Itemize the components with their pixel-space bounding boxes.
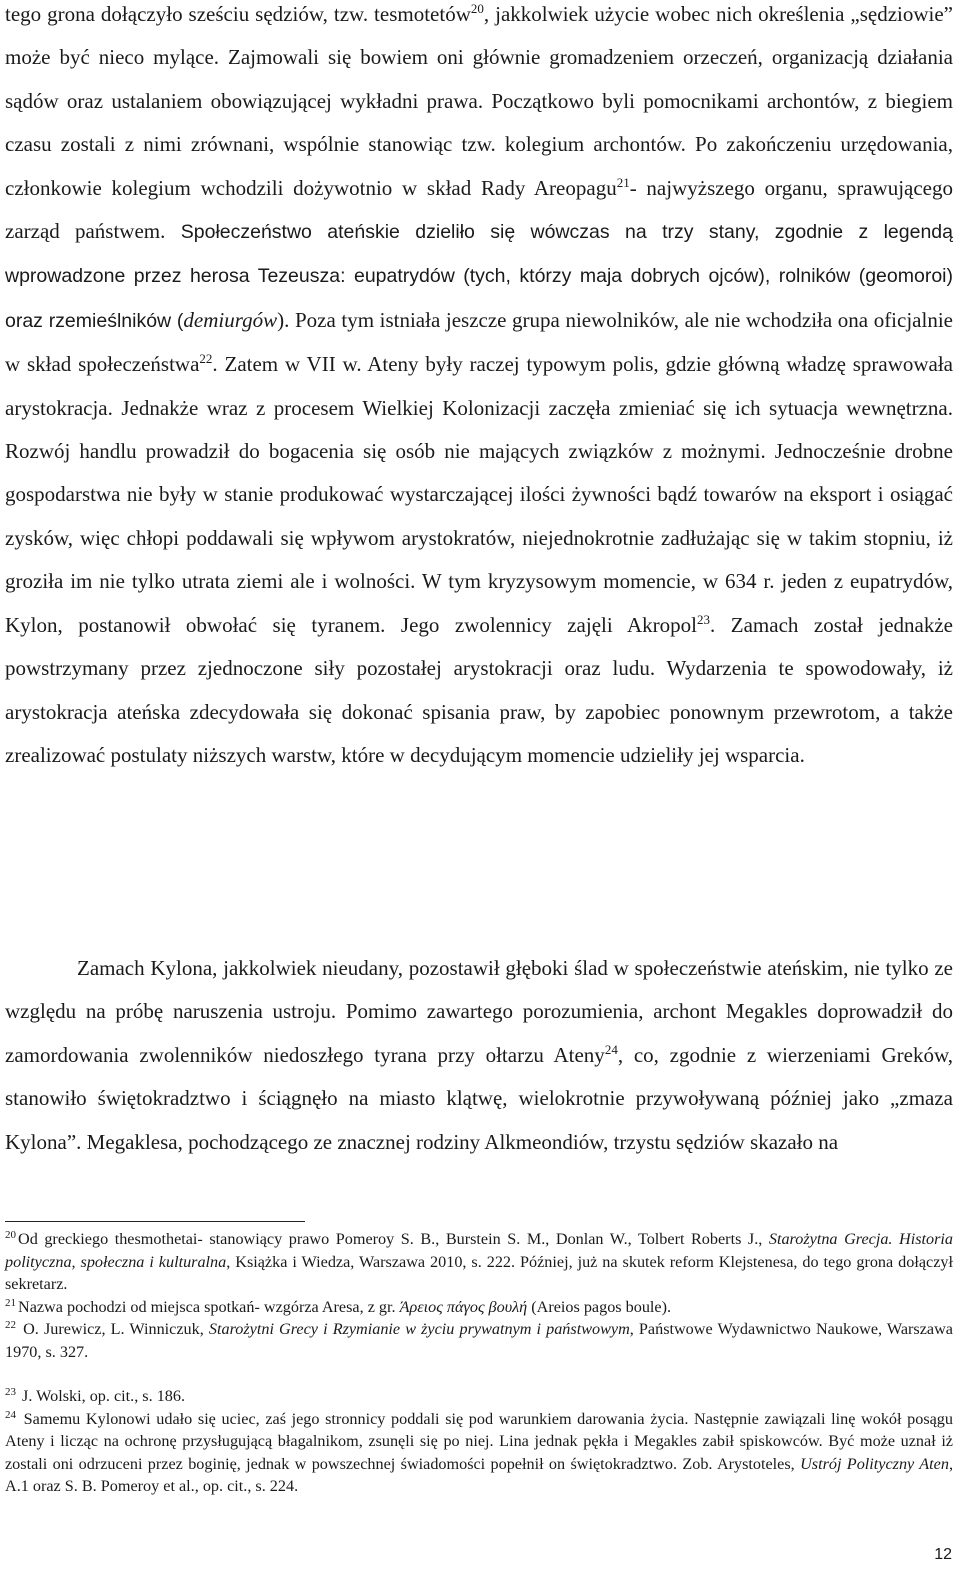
paragraph-text: , jakkolwiek użycie wobec nich określenia „sędziowie” może być nieco mylące. Zajmowali się bowiem oni głównie gromadzeniem orzeczeń, organizacją działania sądów oraz ustalaniem obowiązującej wykładni prawa. Początkowo byli pomocnikami archontów, z biegiem czasu zostali z nimi zrównani, wspólnie stanowiąc tzw. kolegium archontów. Po zakończeniu urzędowania, członkowie kolegium wchodzili dożywotnio w skład Rady Areopagu <box>5 2 954 200</box>
footnote-text: (Areios pagos boule). <box>527 1297 672 1316</box>
footnote-number: 21 <box>5 1296 16 1309</box>
footnote-text: Od greckiego thesmothetai- stanowiący prawo Pomeroy S. B., Burstein S. M., Donlan W., Tolbert Roberts J., <box>18 1230 769 1248</box>
footnote-text: , A.1 oraz S. B. Pomeroy et al., op. cit., s. 224. <box>5 1454 953 1495</box>
footnote-ref-23[interactable]: 23 <box>697 611 711 627</box>
footnote-ref-21[interactable]: 21 <box>616 174 630 190</box>
paragraph-text: Społeczeństwo ateńskie dzieliło się wówczas na trzy stany, zgodnie z legendą wprowadzone przez herosa Tezeusza: eupatrydów (tych, którzy maja dobrych ojców), rolników (geomoroi) oraz rzemieślników ( <box>5 221 953 332</box>
footnote-ref-20[interactable]: 20 <box>470 1 484 16</box>
paragraph-text: , co, zgodnie z wierzeniami Greków, stanowiło świętokradztwo i ściągnęło na miasto klątwę, wielokrotnie przywoływaną później jako „zmaza Kylona”. Megaklesa, pochodzącego ze znacznej rodziny Alkmeondiów, trzystu sędziów skazało na <box>5 1042 953 1154</box>
footnote-number: 23 <box>5 1386 16 1398</box>
footnote-text: O. Jurewicz, L. Winniczuk, <box>18 1320 209 1338</box>
footnote-italic-text: Άρειος πάγος βουλή <box>399 1297 528 1316</box>
footnote-italic-text: Starożytni Grecy i Rzymianie w życiu prywatnym i państwowym <box>208 1320 630 1338</box>
footnote-number: 20 <box>5 1229 16 1241</box>
footnote-number: 24 <box>5 1408 16 1421</box>
page-number: 12 <box>934 1546 952 1563</box>
footnote-ref-22[interactable]: 22 <box>199 351 213 367</box>
body-paragraph-1 <box>5 0 953 777</box>
paragraph-text: - najwyższego organu, sprawującego zarząd państwem. <box>5 175 953 244</box>
body-paragraph-2 <box>5 947 953 1164</box>
footnote-text: J. Wolski, op. cit., s. 186. <box>18 1387 186 1405</box>
footnote-23 <box>5 1385 953 1408</box>
footnote-italic-text: Ustrój Polityczny Aten <box>800 1454 949 1473</box>
footnote-22 <box>5 1318 953 1363</box>
footnote-number: 22 <box>5 1319 16 1331</box>
footnote-italic-text: Starożytna Grecja. Historia polityczna, społeczna i kulturalna <box>5 1230 953 1271</box>
footnote-ref-24[interactable]: 24 <box>604 1041 618 1057</box>
footnotes <box>5 1228 953 1498</box>
footnote-text: Samemu Kylonowi udało się uciec, zaś jego stronnicy poddali się pod warunkiem darowania życia. Następnie zawiązali linę wokół posągu Ateny i licząc na ochronę przysługującą błagalnikom, zsunęli się po niej. Lina jednak pękła i Megakles zabił spiskowców. Być może uznał iż zostali oni odrzuceni przez boginię, jednak w powszechnej świadomości popełnił on świętokradztwo. Zob. Arystoteles, <box>5 1409 953 1473</box>
paragraph-text: tego grona dołączyło sześciu sędziów, tzw. tesmotetów <box>5 2 471 26</box>
footnote-24 <box>5 1408 953 1498</box>
footnote-divider <box>5 1221 305 1222</box>
paragraph-text: . Zamach został jednakże powstrzymany przez zjednoczone siły pozostałej arystokracji oraz ludu. Wydarzenia te spowodowały, iż arystokracja ateńska zdecydowała się dokonać spisania praw, by zapobiec ponownym przewrotom, a także zrealizować postulaty niższych warstw, które w decydującym momencie udzieliły jej wsparcia. <box>5 612 953 767</box>
paragraph-text: ). Poza tym istniała jeszcze grupa niewolników, ale nie wchodziła ona oficjalnie w skład społeczeństwa <box>5 307 953 377</box>
paragraph-text: Zamach Kylona, jakkolwiek nieudany, pozostawił głęboki ślad w społeczeństwie ateńskim, nie tylko ze względu na próbę naruszenia ustroju. Pomimo zawartego porozumienia, archont Megakles doprowadził do zamordowania zwolenników niedoszłego tyrana przy ołtarzu Ateny <box>5 956 953 1067</box>
footnote-text: , Książka i Wiedza, Warszawa 2010, s. 222. Później, już na skutek reform Klejstenesa, do tego grona dołączył sekretarz. <box>5 1252 953 1293</box>
footnote-20 <box>5 1228 953 1296</box>
paragraph-italic-text: demiurgów <box>183 307 278 332</box>
footnote-text: Nazwa pochodzi od miejsca spotkań- wzgórza Aresa, z gr. <box>18 1297 400 1316</box>
footnote-text: , Państwowe Wydawnictwo Naukowe, Warszawa 1970, s. 327. <box>5 1320 953 1361</box>
paragraph-text: . Zatem w VII w. Ateny były raczej typowym polis, gdzie główną władzę sprawowała arystokracja. Jednakże wraz z procesem Wielkiej Kolonizacji zaczęła zmieniać się ich sytuacja wewnętrzna. Rozwój handlu prowadził do bogacenia się osób nie mających związków z możnymi. Jednocześnie drobne gospodarstwa nie były w stanie produkować wystarczającej ilości żywności bądź towarów na eksport i osiągać zysków, więc chłopi poddawali się wpływom arystokratów, niejednokrotnie zadłużając się w takim stopniu, iż groziła im nie tylko utrata ziemi ale i wolności. W tym kryzysowym momencie, w 634 r. jeden z eupatrydów, Kylon, postanowił obwołać się tyranem. Jego zwolennicy zajęli Akropol <box>5 352 954 637</box>
footnote-21 <box>5 1296 953 1319</box>
footnote-spacer <box>5 1363 953 1385</box>
